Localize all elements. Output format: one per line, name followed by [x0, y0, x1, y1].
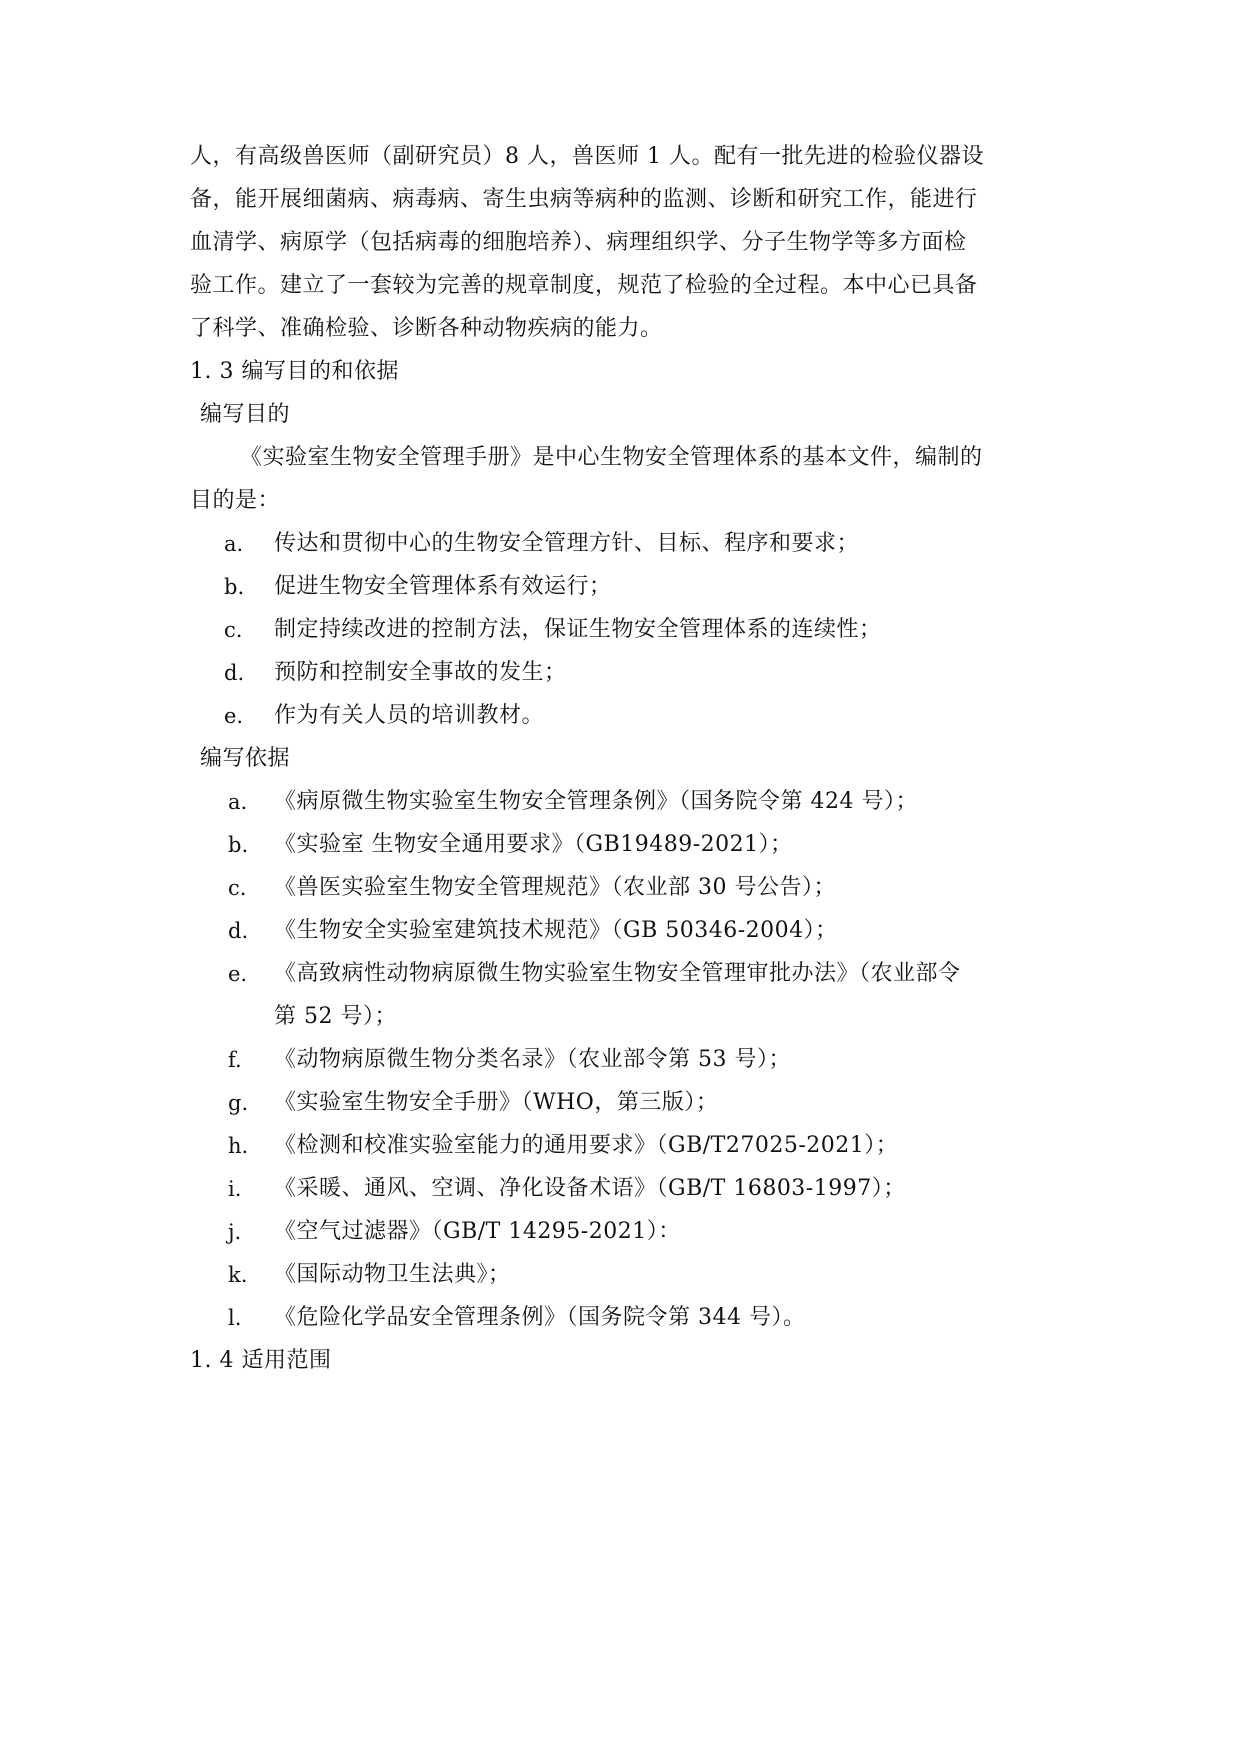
basis-item-text: 《高致病性动物病原微生物实验室生物安全管理审批办法》（农业部令	[274, 961, 961, 986]
section-1-3-heading: 1. 3 编写目的和依据	[190, 359, 399, 384]
basis-item-marker: a.	[228, 790, 248, 814]
basis-item-text: 《病原微生物实验室生物安全管理条例》（国务院令第 424 号）；	[274, 789, 918, 814]
purpose-paragraph-line-2: 目的是：	[190, 488, 281, 513]
basis-item-text: 《实验室 生物安全通用要求》（GB19489-2021）；	[274, 832, 793, 857]
basis-item-text: 《采暖、通风、空调、净化设备术语》（GB/T 16803-1997）；	[274, 1176, 906, 1201]
basis-item-marker: d.	[228, 919, 249, 943]
basis-item-text: 《检测和校准实验室能力的通用要求》（GB/T27025-2021）；	[274, 1133, 899, 1158]
purpose-item-text: 制定持续改进的控制方法，保证生物安全管理体系的连续性；	[274, 617, 882, 642]
basis-title: 编写依据	[200, 746, 291, 771]
basis-item-text: 《国际动物卫生法典》；	[274, 1262, 511, 1287]
basis-item-text: 《空气过滤器》（GB/T 14295-2021）：	[274, 1219, 681, 1244]
intro-line-3: 血清学、病原学（包括病毒的细胞培养）、病理组织学、分子生物学等多方面检	[190, 230, 967, 255]
basis-item-marker: c.	[228, 876, 247, 900]
intro-line-5: 了科学、准确检验、诊断各种动物疾病的能力。	[190, 316, 663, 341]
basis-item-text: 《动物病原微生物分类名录》（农业部令第 53 号）；	[274, 1047, 791, 1072]
basis-item-marker: l.	[228, 1306, 242, 1330]
basis-item-marker: k.	[228, 1263, 248, 1287]
basis-item-marker: i.	[228, 1177, 242, 1201]
intro-line-2: 备，能开展细菌病、病毒病、寄生虫病等病种的监测、诊断和研究工作，能进行	[190, 187, 978, 212]
basis-item-continuation: 第 52 号）；	[274, 1004, 397, 1029]
purpose-item-text: 促进生物安全管理体系有效运行；	[274, 574, 612, 599]
basis-item-text: 《生物安全实验室建筑技术规范》（GB 50346-2004）；	[274, 918, 838, 943]
basis-item-text: 《实验室生物安全手册》（WHO，第三版）；	[274, 1090, 719, 1115]
purpose-item-text: 作为有关人员的培训教材。	[274, 703, 545, 728]
basis-item-text: 《兽医实验室生物安全管理规范》（农业部 30 号公告）；	[274, 875, 836, 900]
intro-line-1: 人，有高级兽医师（副研究员）8 人，兽医师 1 人。配有一批先进的检验仪器设	[190, 144, 984, 169]
purpose-item-marker: a.	[224, 532, 244, 556]
purpose-item-text: 预防和控制安全事故的发生；	[274, 660, 567, 685]
purpose-item-text: 传达和贯彻中心的生物安全管理方针、目标、程序和要求；	[274, 531, 860, 556]
purpose-item-marker: c.	[224, 618, 243, 642]
purpose-paragraph-line-1: 《实验室生物安全管理手册》是中心生物安全管理体系的基本文件，编制的	[240, 445, 983, 470]
basis-item-text: 《危险化学品安全管理条例》（国务院令第 344 号）。	[274, 1305, 806, 1330]
intro-line-4: 验工作。建立了一套较为完善的规章制度，规范了检验的全过程。本中心已具备	[190, 273, 978, 298]
basis-item-marker: h.	[228, 1134, 249, 1158]
section-1-4-heading: 1. 4 适用范围	[190, 1348, 332, 1373]
purpose-title: 编写目的	[200, 402, 291, 427]
basis-item-marker: e.	[228, 962, 248, 986]
purpose-item-marker: d.	[224, 661, 245, 685]
basis-item-marker: b.	[228, 833, 249, 857]
purpose-item-marker: b.	[224, 575, 245, 599]
basis-item-marker: f.	[228, 1048, 242, 1072]
purpose-item-marker: e.	[224, 704, 244, 728]
basis-item-marker: g.	[228, 1091, 249, 1115]
basis-item-marker: j.	[228, 1220, 242, 1244]
